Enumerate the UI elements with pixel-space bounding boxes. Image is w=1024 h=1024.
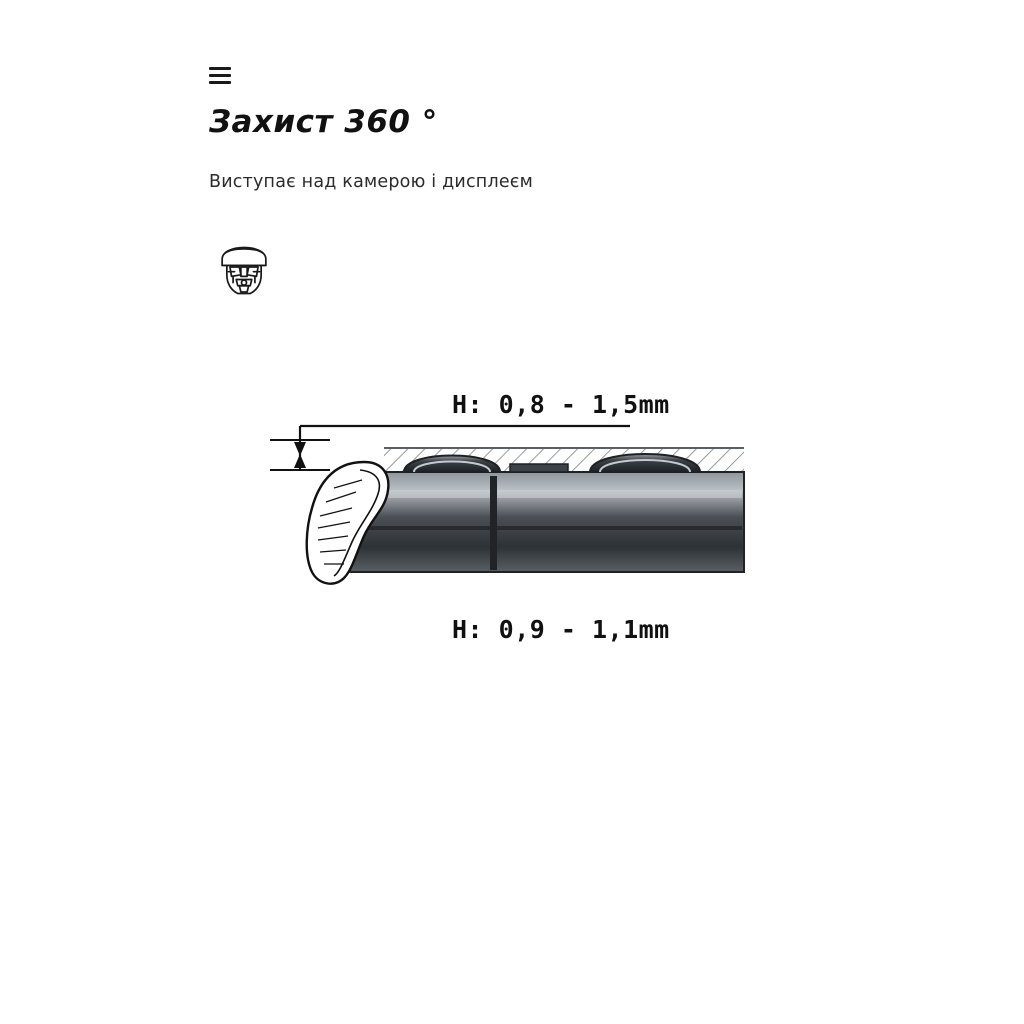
dimension-label-display: H: 0,9 - 1,1mm <box>452 615 670 644</box>
menu-bar-3 <box>209 81 231 84</box>
menu-bar-1 <box>209 67 231 70</box>
cross-section-diagram <box>0 330 1024 890</box>
menu-bar-2 <box>209 74 231 77</box>
dimension-label-camera: H: 0,8 - 1,5mm <box>452 390 670 419</box>
hamburger-menu-icon[interactable] <box>209 62 235 88</box>
page-subtitle: Виступає над камерою і дисплеєм <box>209 172 534 192</box>
page-title: Захист 360 ° <box>209 104 438 140</box>
stormtrooper-helmet-icon <box>205 228 283 306</box>
